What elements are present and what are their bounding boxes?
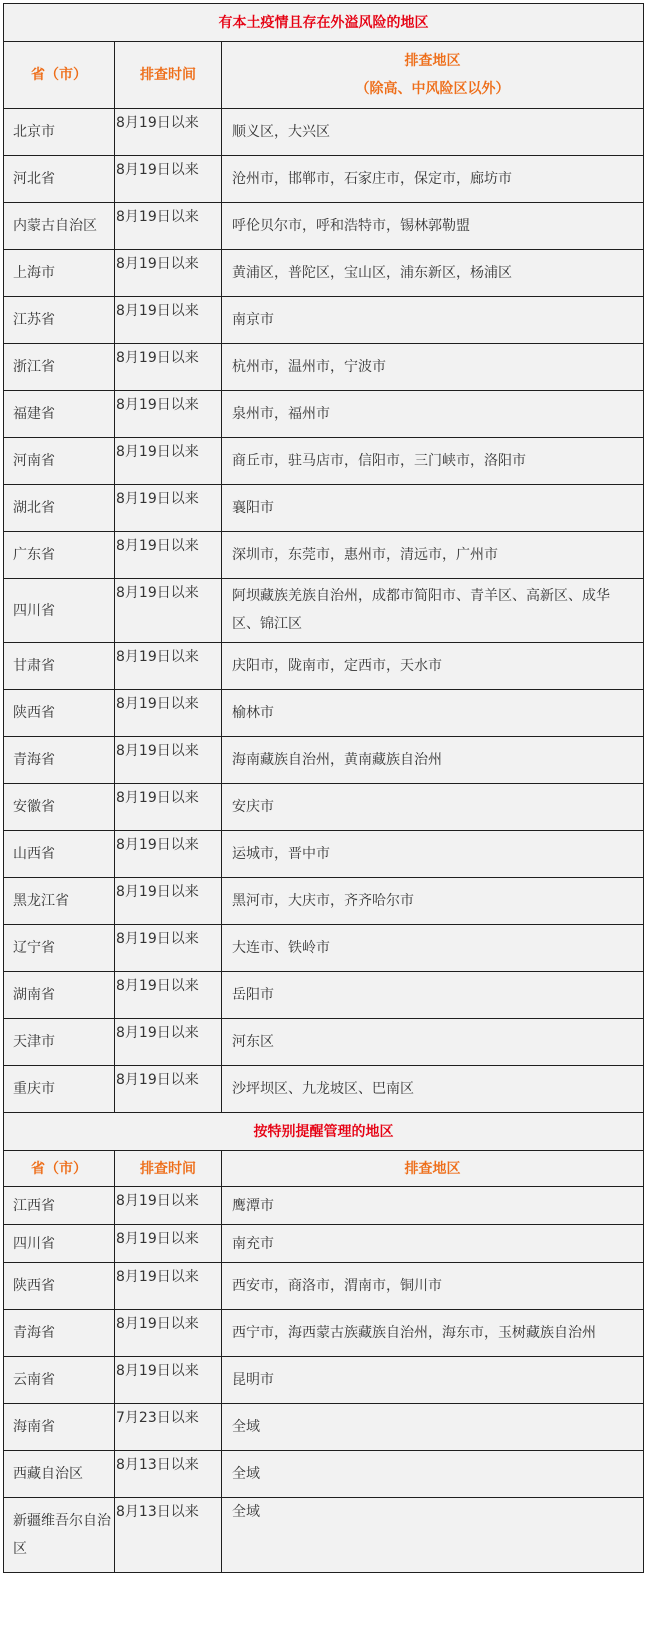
table-row <box>4 690 644 737</box>
table-row <box>4 972 644 1019</box>
time-cell: 8月19日以来 <box>115 1357 222 1404</box>
time-cell: 8月19日以来 <box>115 1019 222 1066</box>
area-cell: 顺义区，大兴区 <box>222 109 644 156</box>
time-cell: 8月19日以来 <box>115 438 222 485</box>
table-row <box>4 1451 644 1498</box>
area-cell <box>222 579 644 643</box>
province-cell <box>4 1498 115 1573</box>
time-cell: 8月19日以来 <box>115 1310 222 1357</box>
province-cell: 四川省 <box>4 579 115 643</box>
section2-title-row <box>4 1113 644 1151</box>
area-cell: 河东区 <box>222 1019 644 1066</box>
area-cell: 安庆市 <box>222 784 644 831</box>
table-row <box>4 109 644 156</box>
province-cell: 江西省 <box>4 1187 115 1225</box>
province-cell: 重庆市 <box>4 1066 115 1113</box>
area-cell: 大连市、铁岭市 <box>222 925 644 972</box>
province-cell: 云南省 <box>4 1357 115 1404</box>
area-cell: 鹰潭市 <box>222 1187 644 1225</box>
area-cell: 昆明市 <box>222 1357 644 1404</box>
province-cell: 天津市 <box>4 1019 115 1066</box>
province-cell: 湖南省 <box>4 972 115 1019</box>
table-row <box>4 925 644 972</box>
section1-title-row <box>4 4 644 42</box>
table-row <box>4 579 644 643</box>
table-row <box>4 737 644 784</box>
table-row <box>4 391 644 438</box>
province-cell: 青海省 <box>4 1310 115 1357</box>
province-cell: 陕西省 <box>4 1263 115 1310</box>
province-cell: 甘肃省 <box>4 643 115 690</box>
table-row <box>4 1019 644 1066</box>
time-cell: 8月19日以来 <box>115 1263 222 1310</box>
province-cell: 广东省 <box>4 532 115 579</box>
time-cell: 8月19日以来 <box>115 831 222 878</box>
table-row <box>4 532 644 579</box>
time-cell: 7月23日以来 <box>115 1404 222 1451</box>
section1-header-area-line2: （除高、中风险区以外） <box>355 81 510 97</box>
area-cell: 全域 <box>222 1498 644 1573</box>
section1-header-area-line1: 排查地区 <box>404 53 461 69</box>
table-row <box>4 438 644 485</box>
time-cell: 8月19日以来 <box>115 297 222 344</box>
area-cell: 襄阳市 <box>222 485 644 532</box>
time-cell: 8月13日以来 <box>115 1498 222 1573</box>
table-row <box>4 784 644 831</box>
table-row <box>4 831 644 878</box>
province-cell: 河南省 <box>4 438 115 485</box>
area-cell: 商丘市，驻马店市，信阳市，三门峡市，洛阳市 <box>222 438 644 485</box>
area-cell: 南充市 <box>222 1225 644 1263</box>
table-row <box>4 1357 644 1404</box>
province-cell: 北京市 <box>4 109 115 156</box>
table-row <box>4 1498 644 1573</box>
table-row <box>4 1310 644 1357</box>
province-cell: 江苏省 <box>4 297 115 344</box>
area-cell: 西安市，商洛市，渭南市，铜川市 <box>222 1263 644 1310</box>
table-row <box>4 1225 644 1263</box>
time-cell: 8月19日以来 <box>115 250 222 297</box>
section1-header-province: 省（市） <box>4 42 115 109</box>
time-cell: 8月19日以来 <box>115 1225 222 1263</box>
area-cell: 全域 <box>222 1404 644 1451</box>
table-row <box>4 250 644 297</box>
time-cell: 8月19日以来 <box>115 203 222 250</box>
area-cell: 运城市，晋中市 <box>222 831 644 878</box>
section2-header-province: 省（市） <box>4 1151 115 1187</box>
area-cell: 南京市 <box>222 297 644 344</box>
area-cell: 庆阳市，陇南市，定西市，天水市 <box>222 643 644 690</box>
time-cell: 8月19日以来 <box>115 1187 222 1225</box>
area-cell: 泉州市，福州市 <box>222 391 644 438</box>
time-cell: 8月19日以来 <box>115 485 222 532</box>
table-row <box>4 643 644 690</box>
province-cell: 上海市 <box>4 250 115 297</box>
section2-title: 按特别提醒管理的地区 <box>4 1113 644 1151</box>
time-cell: 8月19日以来 <box>115 972 222 1019</box>
table-row <box>4 297 644 344</box>
area-cell: 沙坪坝区、九龙坡区、巴南区 <box>222 1066 644 1113</box>
time-cell: 8月19日以来 <box>115 925 222 972</box>
table-row <box>4 1263 644 1310</box>
time-cell: 8月19日以来 <box>115 784 222 831</box>
area-cell: 全域 <box>222 1451 644 1498</box>
table-row <box>4 203 644 250</box>
time-cell: 8月19日以来 <box>115 344 222 391</box>
risk-area-table <box>3 3 644 1573</box>
province-cell: 海南省 <box>4 1404 115 1451</box>
time-cell: 8月19日以来 <box>115 878 222 925</box>
area-cell: 黄浦区，普陀区，宝山区，浦东新区，杨浦区 <box>222 250 644 297</box>
area-cell: 沧州市，邯郸市，石家庄市，保定市，廊坊市 <box>222 156 644 203</box>
province-cell: 内蒙古自治区 <box>4 203 115 250</box>
time-cell: 8月19日以来 <box>115 737 222 784</box>
area-cell: 海南藏族自治州，黄南藏族自治州 <box>222 737 644 784</box>
table-row <box>4 1404 644 1451</box>
area-label: 阿坝藏族羌族自治州，成都市简阳市、青羊区、高新区、成华区、锦江区 <box>232 588 610 632</box>
area-cell: 西宁市，海西蒙古族藏族自治州，海东市，玉树藏族自治州 <box>222 1310 644 1357</box>
table-row <box>4 156 644 203</box>
time-cell: 8月19日以来 <box>115 643 222 690</box>
area-cell: 深圳市，东莞市，惠州市，清远市，广州市 <box>222 532 644 579</box>
table-row <box>4 1187 644 1225</box>
province-cell: 山西省 <box>4 831 115 878</box>
area-cell: 杭州市，温州市，宁波市 <box>222 344 644 391</box>
province-label: 新疆维吾尔自治区 <box>13 1513 111 1557</box>
province-cell: 西藏自治区 <box>4 1451 115 1498</box>
province-cell: 黑龙江省 <box>4 878 115 925</box>
province-cell: 安徽省 <box>4 784 115 831</box>
area-cell: 岳阳市 <box>222 972 644 1019</box>
time-cell: 8月19日以来 <box>115 579 222 643</box>
province-cell: 浙江省 <box>4 344 115 391</box>
time-cell: 8月19日以来 <box>115 1066 222 1113</box>
section2-header-time: 排查时间 <box>115 1151 222 1187</box>
province-cell: 福建省 <box>4 391 115 438</box>
time-cell: 8月13日以来 <box>115 1451 222 1498</box>
section1-header-time: 排查时间 <box>115 42 222 109</box>
time-cell: 8月19日以来 <box>115 156 222 203</box>
section2-header-row <box>4 1151 644 1187</box>
province-cell: 四川省 <box>4 1225 115 1263</box>
time-cell: 8月19日以来 <box>115 690 222 737</box>
province-cell: 湖北省 <box>4 485 115 532</box>
section1-header-row <box>4 42 644 109</box>
section2-header-area: 排查地区 <box>222 1151 644 1187</box>
table-row <box>4 878 644 925</box>
time-cell: 8月19日以来 <box>115 391 222 438</box>
section1-header-area <box>222 42 644 109</box>
area-cell: 榆林市 <box>222 690 644 737</box>
table-row <box>4 1066 644 1113</box>
province-cell: 青海省 <box>4 737 115 784</box>
table-row <box>4 344 644 391</box>
area-cell: 呼伦贝尔市，呼和浩特市，锡林郭勒盟 <box>222 203 644 250</box>
table-row <box>4 485 644 532</box>
province-cell: 河北省 <box>4 156 115 203</box>
risk-area-table-body <box>4 4 644 1573</box>
section1-title: 有本土疫情且存在外溢风险的地区 <box>4 4 644 42</box>
province-cell: 辽宁省 <box>4 925 115 972</box>
province-cell: 陕西省 <box>4 690 115 737</box>
area-cell: 黑河市，大庆市，齐齐哈尔市 <box>222 878 644 925</box>
time-cell: 8月19日以来 <box>115 109 222 156</box>
time-cell: 8月19日以来 <box>115 532 222 579</box>
